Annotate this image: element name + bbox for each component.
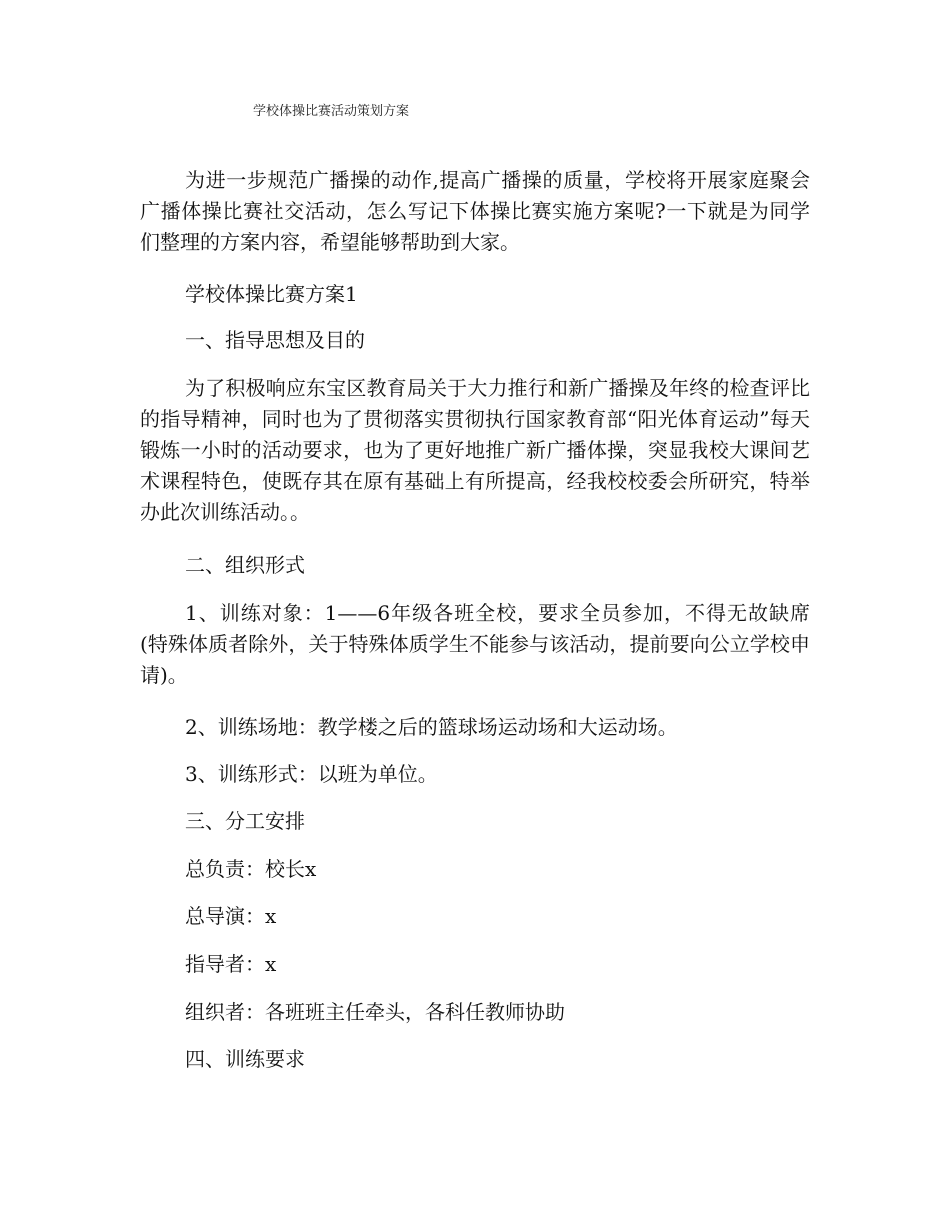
training-target-paragraph: 1、训练对象：1——6年级各班全校，要求全员参加，不得无故缺席(特殊体质者除外，关于特殊体质学生不能参与该活动，提前要向公立学校申请)。	[140, 601, 810, 687]
section-heading-2: 二、组织形式	[185, 553, 305, 577]
training-format-paragraph: 3、训练形式：以班为单位。	[185, 762, 438, 786]
general-manager-line: 总负责：校长x	[185, 857, 317, 881]
section-heading-1: 一、指导思想及目的	[185, 328, 365, 352]
instructor-line: 指导者：x	[185, 952, 277, 976]
plan-title: 学校体操比赛方案1	[185, 282, 358, 306]
intro-paragraph: 为进一步规范广播操的动作,提高广播操的质量，学校将开展家庭聚会广播体操比赛社交活动，怎么写记下体操比赛实施方案呢?一下就是为同学们整理的方案内容，希望能够帮助到大家。	[140, 168, 810, 254]
organizer-line: 组织者：各班班主任牵头，各科任教师协助	[185, 1000, 565, 1024]
general-director-line: 总导演：x	[185, 904, 277, 928]
page-header-title: 学校体操比赛活动策划方案	[253, 104, 410, 119]
section-1-paragraph: 为了积极响应东宝区教育局关于大力推行和新广播操及年终的检查评比的指导精神，同时也为了贯彻落实贯彻执行国家教育部“阳光体育运动”每天锻炼一小时的活动要求，也为了更好地推广新广播体操，突显我校大课间艺术课程特色，使既存其在原有基础上有所提高，经我校校委会所研究，特举办此次训练活动。。	[140, 376, 810, 524]
section-heading-4: 四、训练要求	[185, 1047, 305, 1071]
section-heading-3: 三、分工安排	[185, 809, 305, 833]
training-venue-paragraph: 2、训练场地：教学楼之后的篮球场运动场和大运动场。	[185, 715, 678, 739]
